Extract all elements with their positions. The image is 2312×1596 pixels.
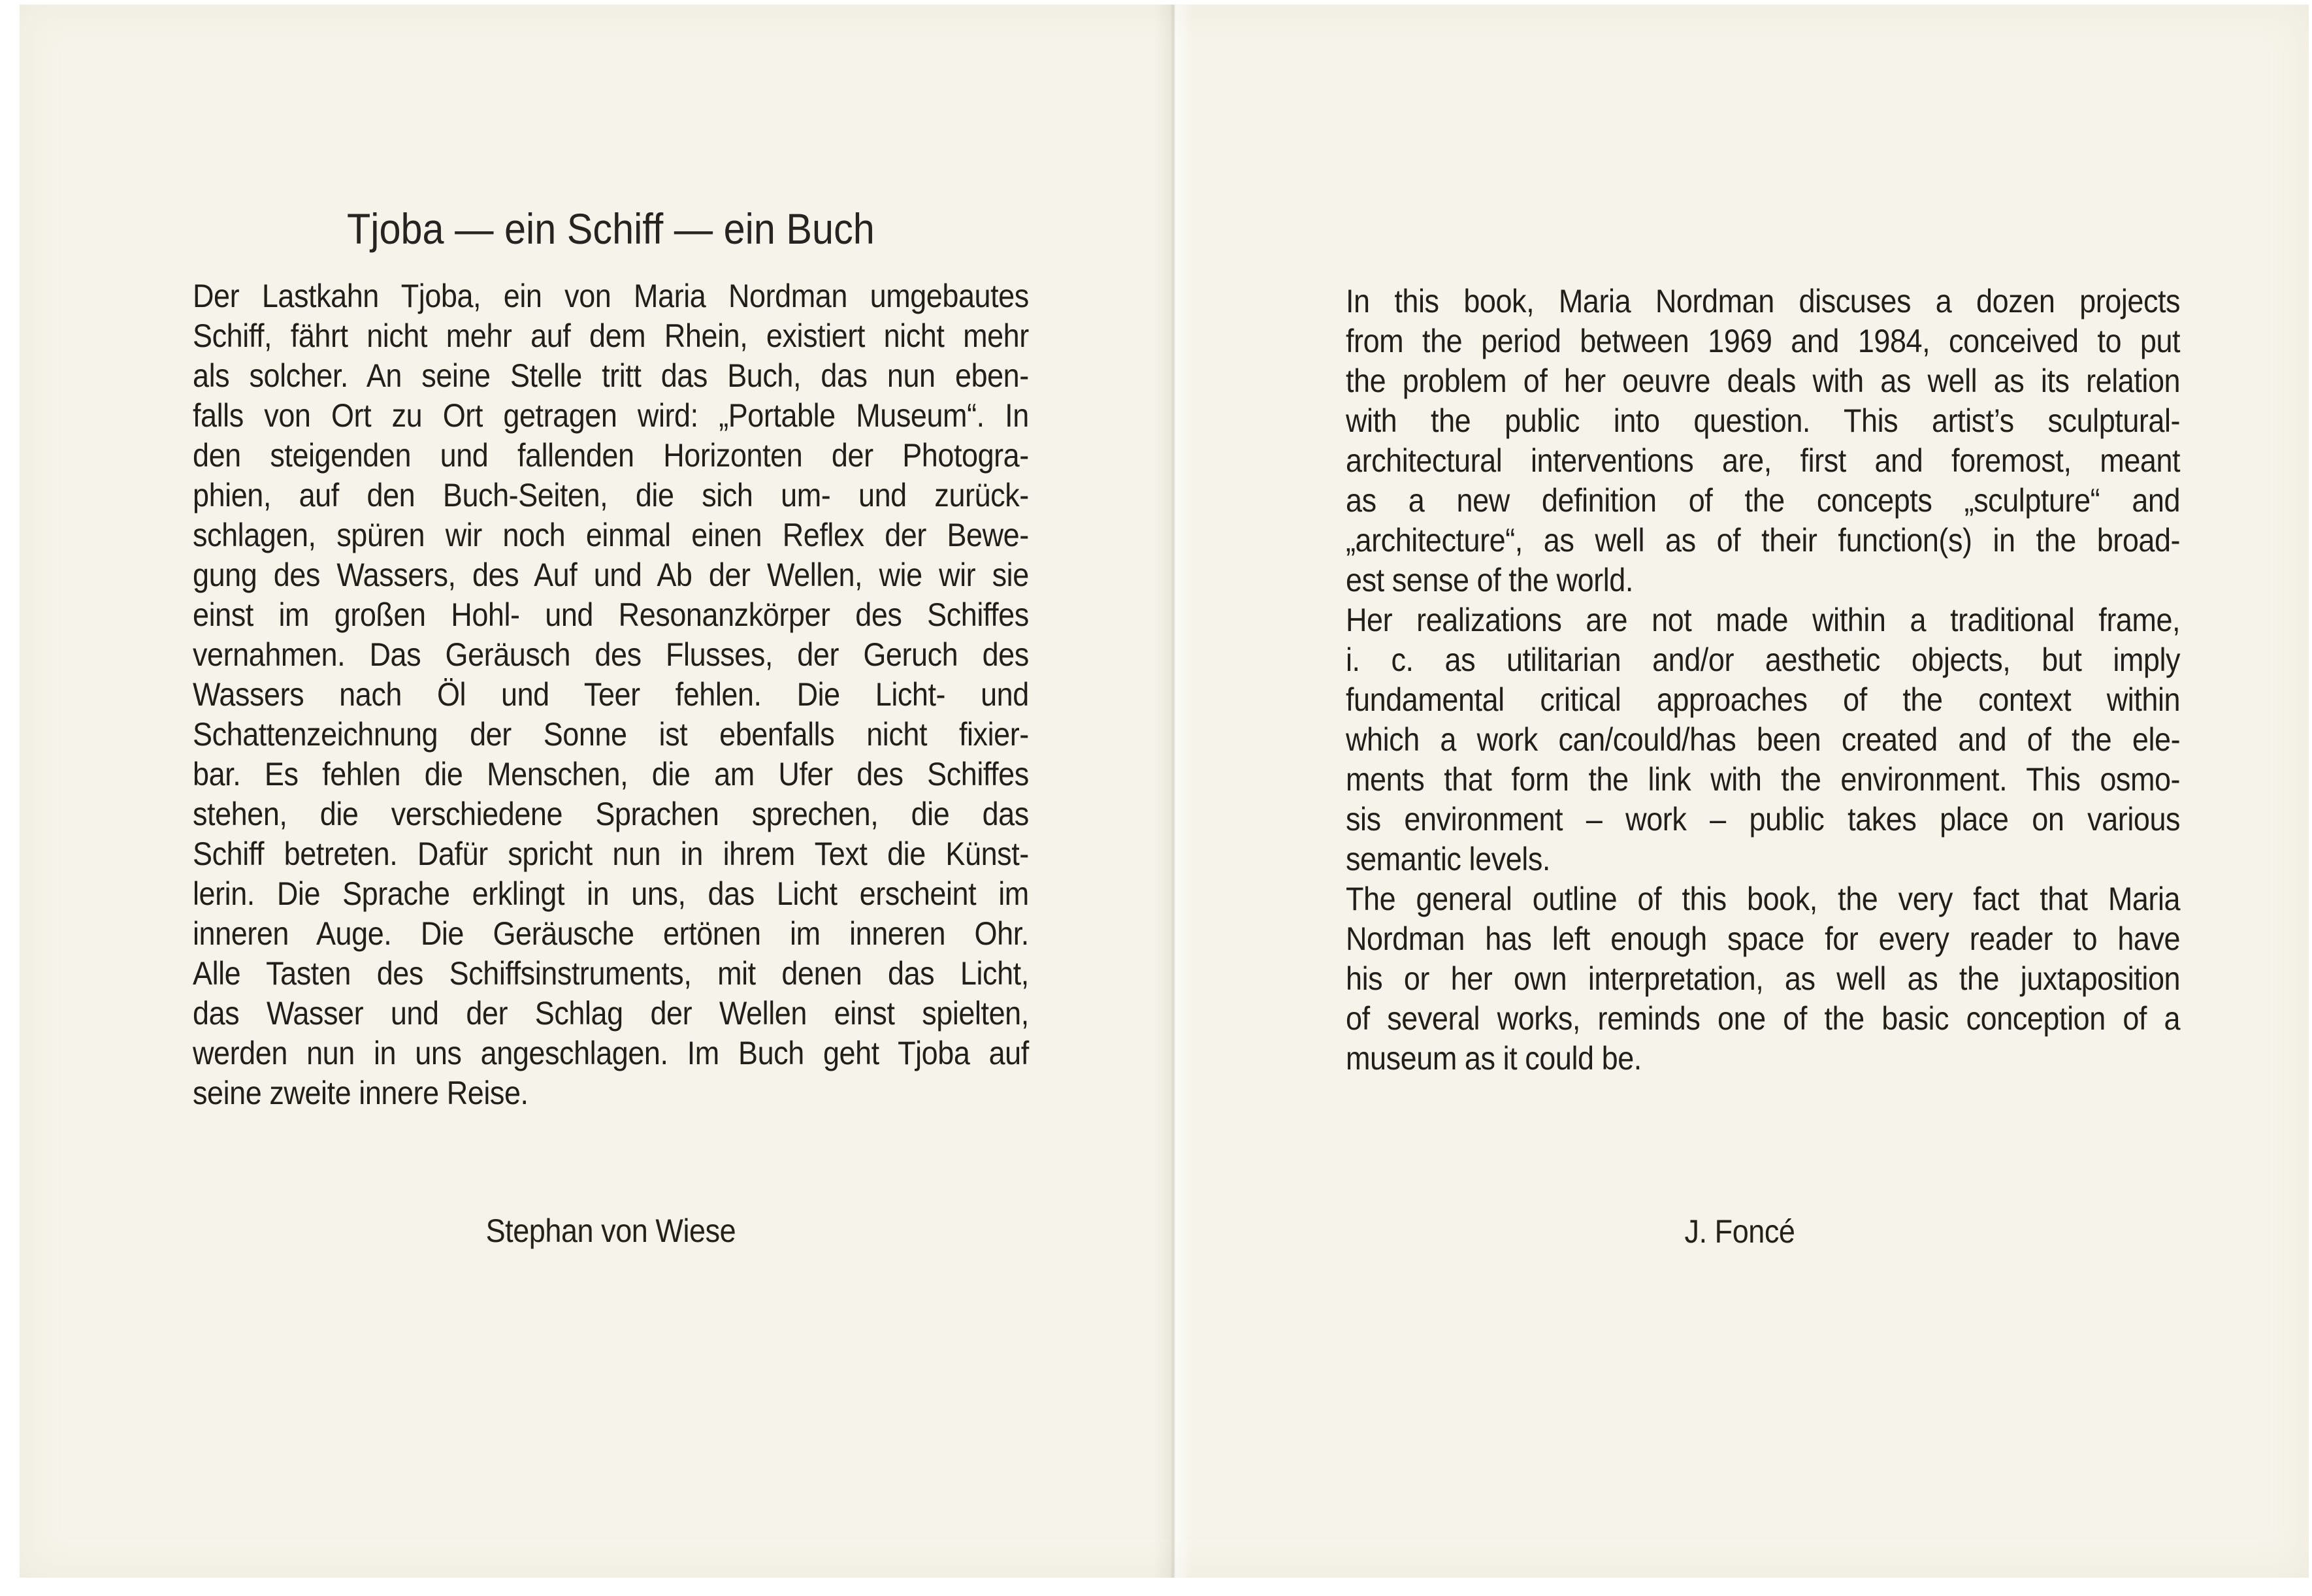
text-line: werden nun in uns angeschlagen. Im Buch geht Tjoba auf bbox=[193, 1035, 1029, 1071]
left-page bbox=[193, 201, 1029, 1250]
paper-sheet bbox=[20, 5, 2309, 1578]
text-line: In this book, Maria Nordman discuses a dozen projects bbox=[1346, 283, 2181, 319]
text-line: inneren Auge. Die Geräusche ertönen im inneren Ohr. bbox=[193, 915, 1029, 952]
text-line: his or her own interpretation, as well as the juxtaposition bbox=[1346, 960, 2181, 997]
text-line: lerin. Die Sprache erklingt in uns, das Licht erscheint im bbox=[193, 875, 1029, 912]
text-line: stehen, die verschiedene Sprachen sprechen, die das bbox=[193, 796, 1029, 832]
right-page bbox=[1346, 282, 2180, 1251]
text-line: „architecture“, as well as of their function(s) in the broad- bbox=[1346, 522, 2181, 559]
signature-right: J. Foncé bbox=[1684, 1213, 1795, 1250]
text-line: The general outline of this book, the very fact that Maria bbox=[1346, 881, 2181, 917]
text-line: the problem of her oeuvre deals with as well as its relation bbox=[1346, 363, 2181, 399]
text-line: Schattenzeichnung der Sonne ist ebenfalls nicht fixier- bbox=[193, 716, 1029, 753]
text-line: vernahmen. Das Geräusch des Flusses, der Geruch des bbox=[193, 636, 1029, 673]
text-line: phien, auf den Buch-Seiten, die sich um- und zurück- bbox=[193, 477, 1029, 513]
german-body-text bbox=[193, 276, 1029, 1113]
text-line: ments that form the link with the environment. This osmo- bbox=[1346, 761, 2181, 798]
english-body-text bbox=[1346, 282, 2180, 1079]
text-line: of several works, reminds one of the basic conception of a bbox=[1346, 1000, 2181, 1037]
text-line: architectural interventions are, first and foremost, meant bbox=[1346, 442, 2181, 479]
page-title: Tjoba — ein Schiff — ein Buch bbox=[346, 204, 875, 253]
text-line: Der Lastkahn Tjoba, ein von Maria Nordman umgebautes bbox=[193, 278, 1029, 314]
text-line: est sense of the world. bbox=[1346, 562, 1633, 598]
text-line: Schiff, fährt nicht mehr auf dem Rhein, existiert nicht mehr bbox=[193, 318, 1029, 354]
text-line: museum as it could be. bbox=[1346, 1040, 1642, 1077]
text-line: Nordman has left enough space for every reader to have bbox=[1346, 920, 2181, 957]
text-line: Wassers nach Öl und Teer fehlen. Die Licht- und bbox=[193, 676, 1029, 713]
text-line: als solcher. An seine Stelle tritt das Buch, das nun eben- bbox=[193, 357, 1029, 394]
text-line: from the period between 1969 and 1984, conceived to put bbox=[1346, 323, 2181, 359]
text-line: with the public into question. This artist’s sculptural- bbox=[1346, 402, 2181, 439]
text-line: semantic levels. bbox=[1346, 841, 1550, 877]
text-line: fundamental critical approaches of the context within bbox=[1346, 681, 2181, 718]
text-line: Alle Tasten des Schiffsinstruments, mit denen das Licht, bbox=[193, 955, 1029, 992]
text-line: schlagen, spüren wir noch einmal einen Reflex der Bewe- bbox=[193, 517, 1029, 553]
text-line: Her realizations are not made within a traditional frame, bbox=[1346, 602, 2181, 638]
text-line: which a work can/could/has been created and of the ele- bbox=[1346, 721, 2181, 758]
text-line: sis environment – work – public takes place on various bbox=[1346, 801, 2181, 838]
text-line: bar. Es fehlen die Menschen, die am Ufer des Schiffes bbox=[193, 756, 1029, 792]
text-line: Schiff betreten. Dafür spricht nun in ihrem Text die Künst- bbox=[193, 836, 1029, 872]
text-line: das Wasser und der Schlag der Wellen einst spielten, bbox=[193, 995, 1029, 1032]
text-line: i. c. as utilitarian and/or aesthetic objects, but imply bbox=[1346, 642, 2181, 678]
signature-left: Stephan von Wiese bbox=[485, 1213, 736, 1249]
text-line: seine zweite innere Reise. bbox=[193, 1075, 529, 1111]
center-fold-line bbox=[1154, 5, 1193, 1578]
text-line: den steigenden und fallenden Horizonten der Photogra- bbox=[193, 437, 1029, 474]
text-line: einst im großen Hohl- und Resonanzkörper des Schiffes bbox=[193, 596, 1029, 633]
text-line: falls von Ort zu Ort getragen wird: „Portable Museum“. In bbox=[193, 397, 1029, 434]
text-line: as a new definition of the concepts „sculpture“ and bbox=[1346, 482, 2181, 519]
text-line: gung des Wassers, des Auf und Ab der Wellen, wie wir sie bbox=[193, 557, 1029, 593]
